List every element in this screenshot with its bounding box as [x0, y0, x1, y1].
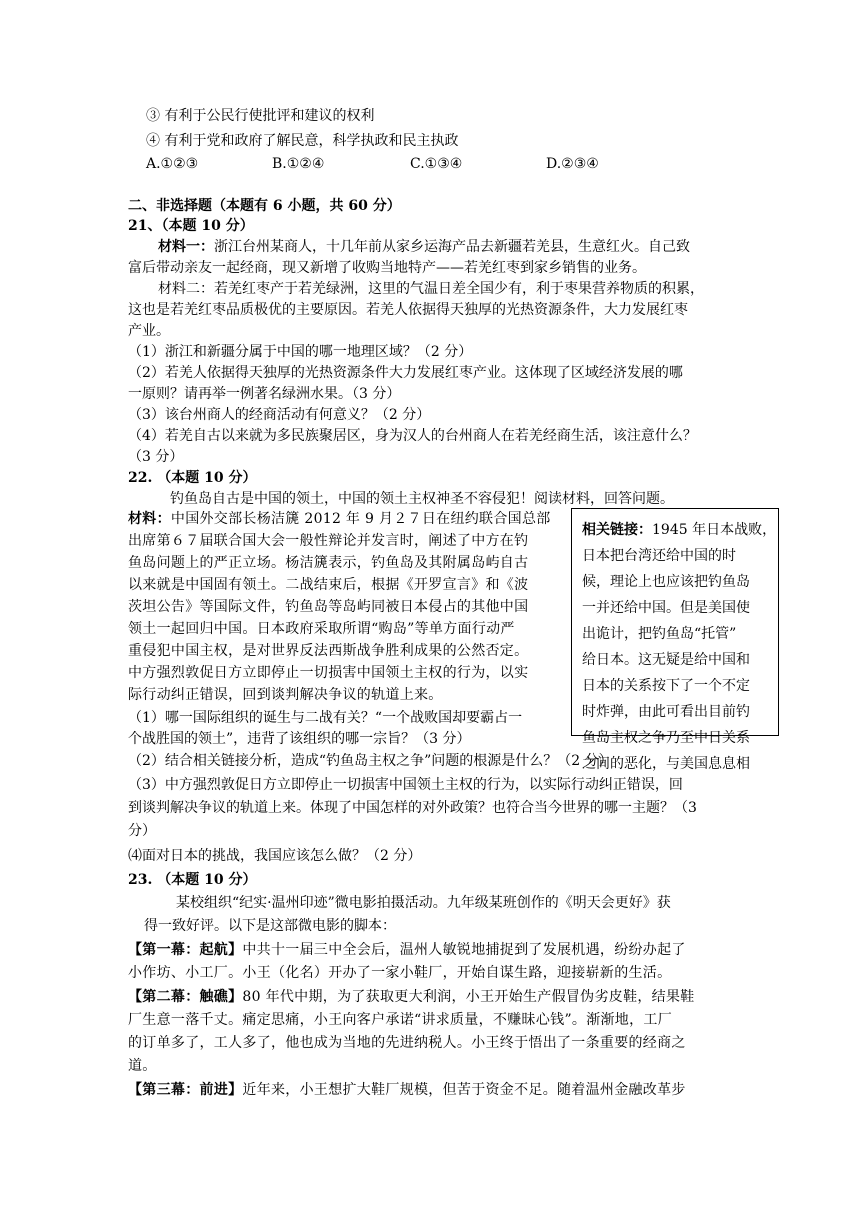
q22-material-line-5: 茨坦公告》等国际文件，钓鱼岛等岛屿同被日本侵占的其他中国	[128, 599, 529, 615]
q23-act-3-label: 【第三幕：前进】	[128, 1082, 243, 1098]
q22-question-3-line-1: （3）中方强烈敦促日方立即停止一切损害中国领土主权的行为，以实际行动纠正错误，回	[128, 777, 683, 793]
q22-material-line-3: 鱼岛问题上的严正立场。杨洁篪表示，钓鱼岛及其附属岛屿自古	[128, 555, 529, 571]
q21-question-2-line-1: （2）若羌人依据得天独厚的光热资源条件大力发展红枣产业。这体现了区域经济发展的哪	[128, 365, 683, 381]
q22-material-line-9: 际行动纠正错误，回到谈判解决争议的轨道上来。	[128, 687, 443, 703]
q22-question-1-line-1: （1）哪一国际组织的诞生与二战有关？“一个战败国却要霸占一	[128, 710, 523, 726]
q23-act-1-line-1: 【第一幕：起航】中共十一届三中全会后，温州人敏锐地捕捉到了发展机遇，纷纷办起了	[128, 942, 686, 958]
q22-material-line-1: 材料：中国外交部长杨洁篪 2012 年 9 月２７日在纽约联合国总部	[128, 511, 551, 527]
q21-material-1-line-1: 材料一：浙江台州某商人，十几年前从家乡运海产品去新疆若羌县，生意红火。自己致	[158, 239, 690, 255]
related-link-line-9: 鱼岛主权之争乃至中日关系	[582, 730, 750, 746]
section-title: 二、非选择题（本题有 6 小题，共 60 分）	[128, 198, 401, 214]
q22-material-line-8: 中方强烈敦促日方立即停止一切损害中国领土主权的行为，以实	[128, 665, 529, 681]
q23-act-2-line-4: 道。	[128, 1058, 157, 1074]
q22-header: 22. （本题 10 分）	[128, 470, 257, 486]
q23-act-2-line-2: 厂生意一落千丈。痛定思痛，小王向客户承诺“讲求质量，不赚昧心钱”。渐渐地，工厂	[128, 1012, 673, 1028]
related-link-line-3: 候，理论上也应该把钓鱼岛	[582, 574, 750, 590]
q22-material-line-4: 以来就是中国固有领土。二战结束后，根据《开罗宣言》和《波	[128, 577, 529, 593]
q22-material-line-2: 出席第６７届联合国大会一般性辩论并发言时，阐述了中方在钓	[128, 533, 529, 549]
q21-question-3: （3）该台州商人的经商活动有何意义？（2 分）	[128, 407, 431, 423]
q23-act-2-label: 【第二幕：触礁】	[128, 989, 243, 1005]
related-link-box	[571, 508, 779, 772]
choice-c: C.①③④	[410, 156, 463, 172]
q23-intro-line-2: 得一致好评。以下是这部微电影的脚本：	[144, 918, 396, 934]
q21-material-1-label: 材料一：	[158, 239, 214, 255]
q21-question-4-line-1: （4）若羌自古以来就为多民族聚居区，身为汉人的台州商人在若羌经商生活，该注意什么？	[128, 428, 697, 444]
q21-material-1-line-2: 富后带动亲友一起经商，现又新增了收购当地特产——若羌红枣到家乡销售的业务。	[128, 260, 646, 276]
q21-question-2-line-2: 一原则？请再举一例著名绿洲水果。（3 分）	[128, 386, 401, 402]
q23-act-1-label: 【第一幕：起航】	[128, 942, 243, 958]
choice-d: D.②③④	[546, 156, 599, 172]
choice-a: A.①②③	[146, 156, 199, 172]
q22-question-3-line-2: 到谈判解决争议的轨道上来。体现了中国怎样的对外政策？也符合当今世界的哪一主题？（3	[128, 800, 697, 816]
related-link-label: 相关链接：	[582, 522, 652, 538]
q21-material-2-line-1: 材料二：若羌红枣产于若羌绿洲，这里的气温日差全国少有，利于枣果营养物质的积累，	[158, 281, 704, 297]
related-link-line-10: 之间的恶化，与美国息息相	[582, 756, 750, 772]
related-link-line-7: 日本的关系按下了一个不定	[582, 678, 750, 694]
related-link-line-4: 一并还给中国。但是美国使	[582, 600, 750, 616]
related-link-line-5: 出诡计，把钓鱼岛“托管”	[582, 626, 737, 642]
q23-act-2-line-1: 【第二幕：触礁】80 年代中期，为了获取更大利润，小王开始生产假冒伪劣皮鞋，结果鞋	[128, 989, 695, 1005]
q23-act-2-line-3: 的订单多了，工人多了，他也成为当地的先进纳税人。小王终于悟出了一条重要的经商之	[128, 1035, 686, 1051]
q23-intro-line-1: 某校组织“纪实·温州印迹”微电影拍摄活动。九年级某班创作的《明天会更好》获	[176, 895, 671, 911]
q22-question-2: （2）结合相关链接分析，造成“钓鱼岛主权之争”问题的根源是什么？（2 分）	[128, 753, 613, 769]
q23-act-3-line-1: 【第三幕：前进】近年来，小王想扩大鞋厂规模，但苦于资金不足。随着温州金融改革步	[128, 1082, 686, 1098]
related-link-line-1: 相关链接：1945 年日本战败，	[582, 522, 777, 538]
q21-header: 21、（本题 10 分）	[128, 218, 254, 234]
option-item-3: ③ 有利于公民行使批评和建议的权利	[146, 108, 375, 124]
q21-question-1: （1）浙江和新疆分属于中国的哪一地理区域？（2 分）	[128, 344, 473, 360]
choice-b: B.①②④	[272, 156, 325, 172]
q21-question-4-line-2: （3 分）	[128, 449, 184, 465]
related-link-line-6: 给日本。这无疑是给中国和	[582, 652, 750, 668]
related-link-line-8: 时炸弹，由此可看出目前钓	[582, 704, 750, 720]
q21-material-2-line-2: 这也是若羌红枣品质极优的主要原因。若羌人依据得天独厚的光热资源条件，大力发展红枣	[128, 302, 688, 318]
q21-material-2-line-3: 产业。	[128, 323, 170, 339]
q23-act-1-line-2: 小作坊、小工厂。小王（化名）开办了一家小鞋厂，开始自谋生路，迎接崭新的生活。	[128, 965, 672, 981]
option-item-4: ④ 有利于党和政府了解民意，科学执政和民主执政	[146, 133, 459, 149]
q22-question-3-line-3: 分）	[128, 823, 156, 839]
q22-question-1-line-2: 个战胜国的领土”，违背了该组织的哪一宗旨？（3 分）	[128, 731, 471, 747]
q22-material-label: 材料：	[128, 511, 171, 527]
related-link-line-2: 日本把台湾还给中国的时	[582, 548, 736, 564]
q22-material-line-6: 领土一起回归中国。日本政府采取所谓“购岛”等单方面行动严	[128, 621, 515, 637]
q23-header: 23. （本题 10 分）	[128, 872, 257, 888]
q22-question-4: ⑷面对日本的挑战，我国应该怎么做？（2 分）	[128, 848, 422, 864]
q22-intro: 钓鱼岛自古是中国的领土，中国的领土主权神圣不容侵犯！阅读材料，回答问题。	[170, 491, 674, 507]
q22-material-line-7: 重侵犯中国主权，是对世界反法西斯战争胜利成果的公然否定。	[128, 643, 529, 659]
